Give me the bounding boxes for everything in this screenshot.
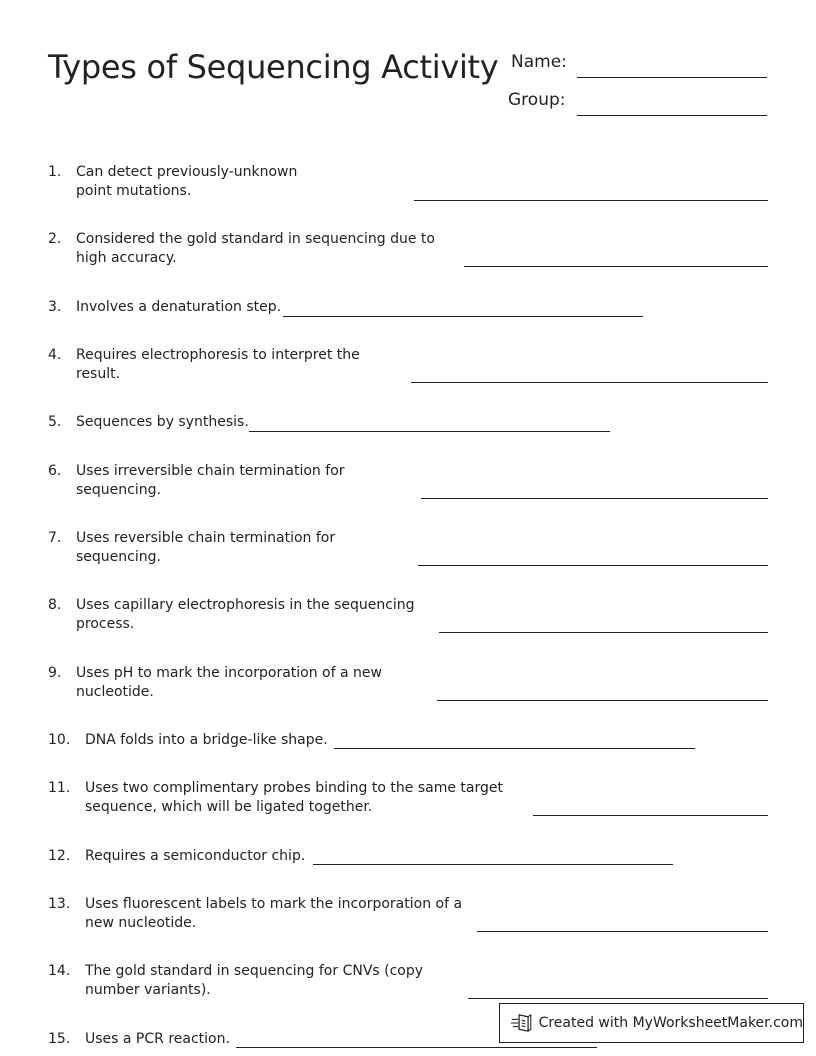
answer-line[interactable] bbox=[418, 565, 768, 566]
question-text-line: DNA folds into a bridge-like shape. bbox=[85, 732, 328, 748]
question-text bbox=[76, 664, 382, 702]
question-text-line: Uses irreversible chain termination for bbox=[76, 463, 345, 479]
question-text bbox=[85, 731, 328, 750]
question-text-line: new nucleotide. bbox=[85, 915, 197, 931]
page-title: Types of Sequencing Activity bbox=[48, 48, 499, 86]
question-text bbox=[76, 462, 345, 500]
question-text bbox=[76, 413, 249, 432]
question-text-line: Considered the gold standard in sequencing due to bbox=[76, 231, 435, 247]
question-number: 8. bbox=[48, 597, 62, 613]
question-text bbox=[85, 962, 423, 1000]
answer-line[interactable] bbox=[421, 498, 768, 499]
name-field-line[interactable] bbox=[577, 77, 767, 78]
question-text-line: result. bbox=[76, 366, 121, 382]
question-text-line: Uses capillary electrophoresis in the sequencing bbox=[76, 597, 415, 613]
answer-line[interactable] bbox=[477, 931, 768, 932]
answer-line[interactable] bbox=[313, 864, 673, 865]
question-number: 2. bbox=[48, 231, 62, 247]
question-number: 3. bbox=[48, 299, 62, 315]
name-label: Name: bbox=[511, 52, 567, 72]
question-text bbox=[85, 895, 462, 933]
question-number: 11. bbox=[48, 780, 71, 796]
question-text-line: point mutations. bbox=[76, 183, 192, 199]
question-text-line: Uses two complimentary probes binding to the same target bbox=[85, 780, 503, 796]
question-text-line: sequencing. bbox=[76, 482, 161, 498]
question-number: 14. bbox=[48, 963, 71, 979]
answer-line[interactable] bbox=[411, 382, 768, 383]
answer-line[interactable] bbox=[283, 316, 643, 317]
question-text-line: number variants). bbox=[85, 982, 211, 998]
question-text-line: nucleotide. bbox=[76, 684, 154, 700]
question-text bbox=[76, 596, 415, 634]
question-text bbox=[85, 779, 503, 817]
question-text-line: high accuracy. bbox=[76, 250, 177, 266]
footer-badge bbox=[499, 1003, 804, 1043]
question-text-line: Can detect previously-unknown bbox=[76, 164, 298, 180]
question-text bbox=[76, 230, 435, 268]
question-text-line: Uses fluorescent labels to mark the incorporation of a bbox=[85, 896, 463, 912]
question-text bbox=[76, 529, 335, 567]
question-text bbox=[76, 163, 297, 201]
question-text-line: Requires electrophoresis to interpret the bbox=[76, 347, 360, 363]
question-number: 7. bbox=[48, 530, 62, 546]
answer-line[interactable] bbox=[439, 632, 768, 633]
question-number: 9. bbox=[48, 665, 62, 681]
question-number: 5. bbox=[48, 414, 62, 430]
answer-line[interactable] bbox=[414, 200, 768, 201]
question-text-line: Uses a PCR reaction. bbox=[85, 1031, 230, 1047]
question-text bbox=[85, 1030, 230, 1049]
question-number: 6. bbox=[48, 463, 62, 479]
question-text-line: Uses reversible chain termination for bbox=[76, 530, 336, 546]
answer-line[interactable] bbox=[533, 815, 768, 816]
question-text-line: sequencing. bbox=[76, 549, 161, 565]
footer-credit-text: Created with MyWorksheetMaker.com bbox=[538, 1015, 803, 1031]
answer-line[interactable] bbox=[236, 1047, 597, 1048]
answer-line[interactable] bbox=[437, 700, 768, 701]
question-text-line: Involves a denaturation step. bbox=[76, 299, 282, 315]
question-text bbox=[85, 847, 305, 866]
answer-line[interactable] bbox=[464, 266, 768, 267]
question-number: 12. bbox=[48, 848, 71, 864]
question-number: 15. bbox=[48, 1031, 71, 1047]
question-text-line: process. bbox=[76, 616, 135, 632]
answer-line[interactable] bbox=[468, 998, 768, 999]
question-number: 13. bbox=[48, 896, 71, 912]
worksheet-maker-logo-icon bbox=[511, 1011, 533, 1035]
answer-line[interactable] bbox=[249, 431, 610, 432]
question-text-line: Sequences by synthesis. bbox=[76, 414, 249, 430]
question-number: 4. bbox=[48, 347, 62, 363]
group-field-line[interactable] bbox=[577, 115, 767, 116]
question-text-line: The gold standard in sequencing for CNVs (copy bbox=[85, 963, 424, 979]
question-text-line: sequence, which will be ligated together. bbox=[85, 799, 373, 815]
question-number: 10. bbox=[48, 732, 71, 748]
question-number: 1. bbox=[48, 164, 62, 180]
question-text bbox=[76, 346, 360, 384]
question-text-line: Requires a semiconductor chip. bbox=[85, 848, 306, 864]
group-label: Group: bbox=[508, 90, 566, 110]
question-text-line: Uses pH to mark the incorporation of a new bbox=[76, 665, 382, 681]
question-text bbox=[76, 298, 281, 317]
answer-line[interactable] bbox=[334, 748, 695, 749]
